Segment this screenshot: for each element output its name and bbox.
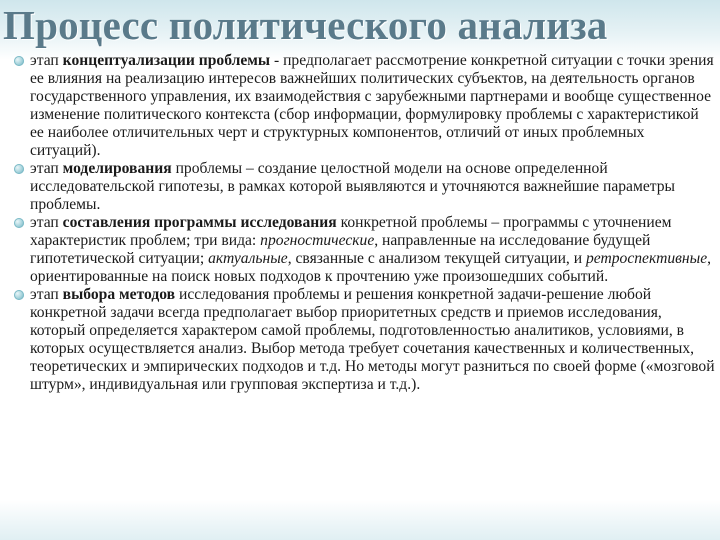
item-bold-term: моделирования bbox=[62, 160, 172, 177]
item-text: конкретной проблемы – программы с уточнением характеристик проблем; три вида: bbox=[30, 214, 672, 249]
item-prefix: этап bbox=[30, 214, 63, 231]
page-title: Процесс политического анализа bbox=[3, 2, 608, 48]
item-text: - предполагает рассмотрение конкретной ситуации с точки зрения ее влияния на реализацию интересов важнейших политических субъектов, на деятельность органов государственного управления, их взаимодействия с зарубежными партнерами и вообще существенное изменение политического контекста (сбор информации, формулировку проблемы с характеристикой ее наиболее отличительных черт и структурных компонентов, отличий от иных проблемных ситуаций). bbox=[30, 52, 714, 159]
list-item bbox=[14, 160, 716, 214]
item-text: проблемы – создание целостной модели на основе определенной исследовательской гипотезы, в рамках которой выявляются и уточняются важнейшие параметры проблемы. bbox=[30, 160, 676, 213]
bullet-icon bbox=[14, 164, 24, 174]
item-bold-term: составления программы исследования bbox=[62, 214, 337, 231]
list-item bbox=[14, 52, 716, 160]
bullet-icon bbox=[14, 290, 24, 300]
item-prefix: этап bbox=[30, 52, 63, 69]
bullet-list-container bbox=[14, 52, 716, 394]
bullet-icon bbox=[14, 56, 24, 66]
item-prefix: этап bbox=[30, 286, 63, 303]
item-italic-term: ретроспективные bbox=[585, 250, 708, 267]
item-text: , ориентированные на поиск новых подходов к прочтению уже произошедших событий. bbox=[30, 250, 712, 285]
item-italic-term: актуальные bbox=[208, 250, 288, 267]
item-text: исследования проблемы и решения конкретной задачи-решение любой конкретной задачи всегда предполагает выбор приоритетных средств и приемов исследования, который определяется характером самой проблемы, подготовленностью аналитиков, условиями, в которых осуществляется анализ. Выбор метода требует сочетания качественных и количественных, теоретических и эмпирических подходов и т.д. Но методы могут разниться по своей форме («мозговой штурм», индивидуальная или групповая экспертиза и т.д.). bbox=[30, 286, 715, 393]
bullet-icon bbox=[14, 218, 24, 228]
footer-gradient bbox=[0, 500, 720, 540]
list-item bbox=[14, 214, 716, 286]
item-bold-term: выбора методов bbox=[62, 286, 176, 303]
bullet-list bbox=[14, 52, 716, 394]
item-text: , направленные на исследование будущей гипотетической ситуации; bbox=[30, 232, 651, 267]
item-bold-term: концептуализации проблемы bbox=[62, 52, 271, 69]
list-item bbox=[14, 286, 716, 394]
item-prefix: этап bbox=[30, 160, 63, 177]
item-italic-term: прогностические bbox=[260, 232, 375, 249]
item-text: , связанные с анализом текущей ситуации, и bbox=[287, 250, 586, 267]
